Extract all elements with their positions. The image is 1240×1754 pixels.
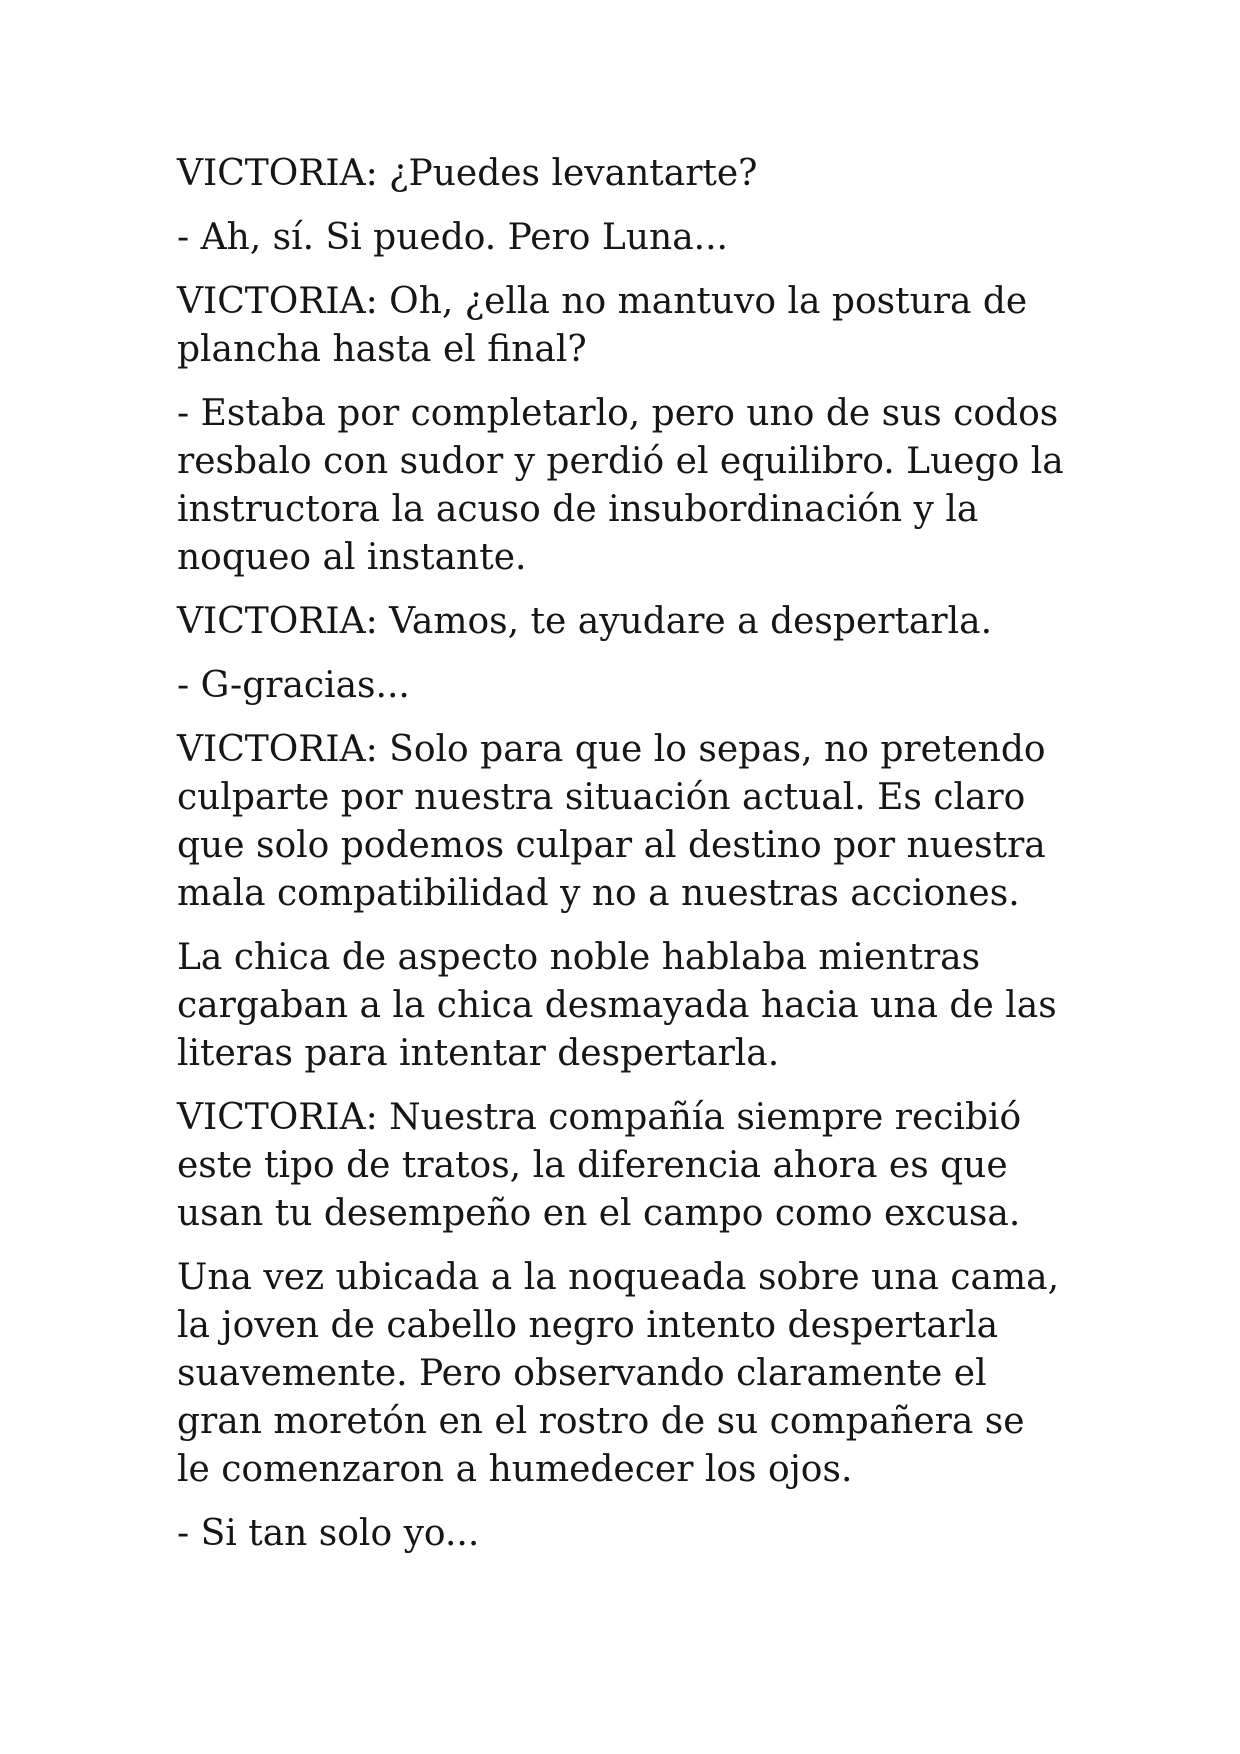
text-line: instructora la acuso de insubordinación y la bbox=[177, 489, 979, 530]
text-line: VICTORIA: Nuestra compañía siempre recibió bbox=[177, 1097, 1022, 1138]
text-line: - G-gracias... bbox=[177, 665, 410, 706]
story-text bbox=[177, 150, 1177, 1574]
text-line: VICTORIA: ¿Puedes levantarte? bbox=[177, 153, 758, 194]
text-line: culparte por nuestra situación actual. Es claro bbox=[177, 777, 1026, 818]
narration-paragraph bbox=[177, 934, 1177, 1078]
text-line: plancha hasta el final? bbox=[177, 329, 587, 370]
text-line: cargaban a la chica desmayada hacia una de las bbox=[177, 985, 1057, 1026]
text-line: VICTORIA: Vamos, te ayudare a despertarla. bbox=[177, 601, 993, 642]
text-line: la joven de cabello negro intento despertarla bbox=[177, 1305, 999, 1346]
text-line: - Si tan solo yo... bbox=[177, 1513, 480, 1554]
text-line: que solo podemos culpar al destino por nuestra bbox=[177, 825, 1046, 866]
dialogue-reply bbox=[177, 390, 1177, 582]
text-line: resbalo con sudor y perdió el equilibro. Luego la bbox=[177, 441, 1064, 482]
text-line: - Ah, sí. Si puedo. Pero Luna... bbox=[177, 217, 728, 258]
text-line: Una vez ubicada a la noqueada sobre una cama, bbox=[177, 1257, 1060, 1298]
text-line: mala compatibilidad y no a nuestras acciones. bbox=[177, 873, 1020, 914]
dialogue-victoria bbox=[177, 726, 1177, 918]
text-line: VICTORIA: Solo para que lo sepas, no pretendo bbox=[177, 729, 1046, 770]
text-line: gran moretón en el rostro de su compañera se bbox=[177, 1401, 1025, 1442]
dialogue-victoria bbox=[177, 150, 1177, 198]
dialogue-reply bbox=[177, 214, 1177, 262]
text-line: usan tu desempeño en el campo como excusa. bbox=[177, 1193, 1021, 1234]
text-line: VICTORIA: Oh, ¿ella no mantuvo la postura de bbox=[177, 281, 1028, 322]
dialogue-victoria bbox=[177, 278, 1177, 374]
text-line: noqueo al instante. bbox=[177, 537, 527, 578]
text-line: suavemente. Pero observando claramente el bbox=[177, 1353, 987, 1394]
text-line: La chica de aspecto noble hablaba mientras bbox=[177, 937, 981, 978]
narration-paragraph bbox=[177, 1254, 1177, 1494]
text-line: literas para intentar despertarla. bbox=[177, 1033, 780, 1074]
dialogue-victoria bbox=[177, 1094, 1177, 1238]
dialogue-victoria bbox=[177, 598, 1177, 646]
dialogue-reply bbox=[177, 662, 1177, 710]
text-line: este tipo de tratos, la diferencia ahora es que bbox=[177, 1145, 1008, 1186]
text-line: - Estaba por completarlo, pero uno de sus codos bbox=[177, 393, 1059, 434]
dialogue-reply bbox=[177, 1510, 1177, 1558]
text-line: le comenzaron a humedecer los ojos. bbox=[177, 1449, 853, 1490]
